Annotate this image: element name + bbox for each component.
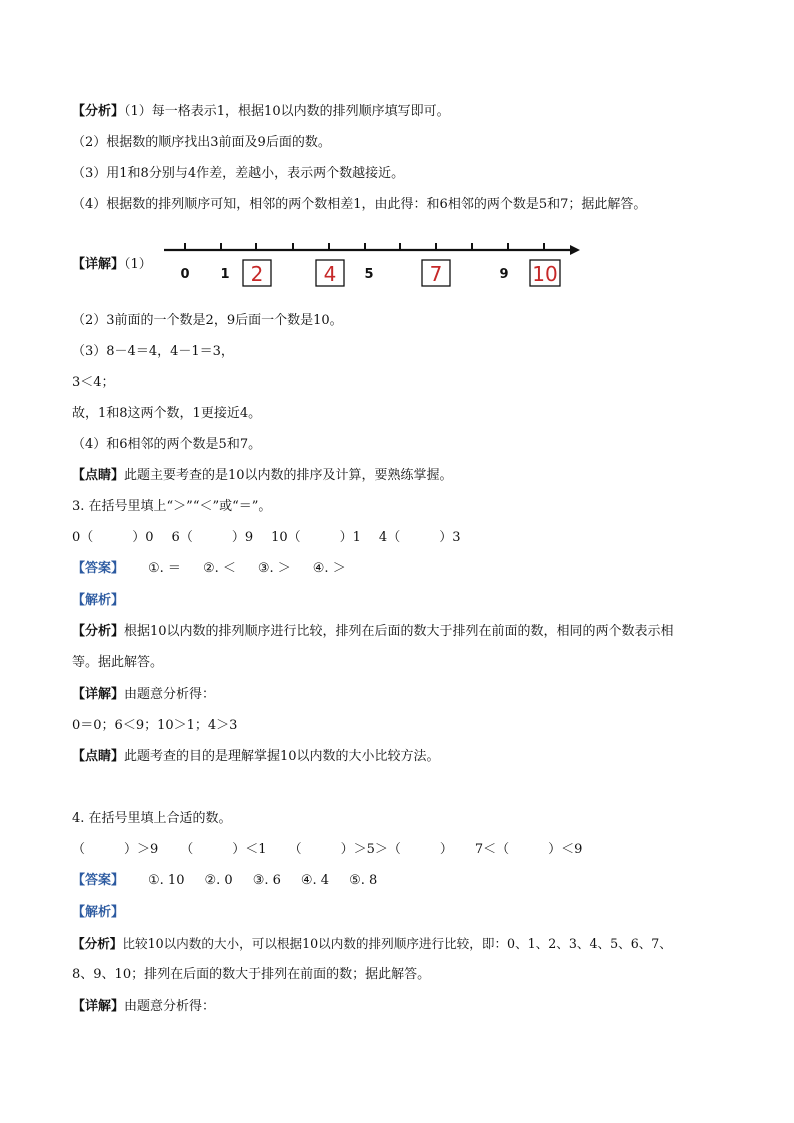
q3-item-3: 10（ ）1: [271, 530, 361, 545]
q3-item-4: 4（ ）3: [378, 530, 461, 545]
q3-items: [72, 529, 460, 547]
tick-label-1: 1: [220, 267, 230, 282]
q2-analysis-line-3: （3）用1和8分别与4作差，差越小，表示两个数越接近。: [72, 166, 405, 181]
q2-detail-line-4: 3＜4；: [72, 375, 115, 390]
q2-analysis-line-2: （2）根据数的顺序找出3前面及9后面的数。: [72, 135, 331, 150]
q2-comment: 【点睛】此题主要考查的是10以内数的排序及计算，要熟练掌握。: [72, 468, 453, 483]
q4-analysis-line-1: 【分析】比较10以内数的大小，可以根据10以内数的排列顺序进行比较，即：0、1、2、3、4、5、6、7、: [72, 936, 672, 951]
q3-analysis-line-1: 【分析】根据10以内数的排列顺序进行比较，排列在后面的数大于排列在前面的数，相同的两个数表示相: [72, 624, 674, 639]
q2-detail-line-6: （4）和6相邻的两个数是5和7。: [72, 437, 262, 452]
q2-analysis-line-4: （4）根据数的排列顺序可知，相邻的两个数相差1，由此得：和6相邻的两个数是5和7；据此解答。: [72, 197, 647, 212]
q3-comment: 【点睛】此题考查的目的是理解掌握10以内数的大小比较方法。: [72, 749, 440, 764]
q3-item-1: 0（ ）0: [72, 530, 154, 545]
q3-title: 3. 在括号里填上“＞”“＜”或“＝”。: [72, 499, 272, 514]
answer-10: 10: [532, 262, 558, 286]
answer-7: 7: [429, 262, 443, 286]
answer-tag: 【答案】: [72, 561, 125, 576]
q3-result: 0＝0；6＜9；10＞1；4＞3: [72, 718, 238, 733]
number-line: [150, 234, 590, 294]
q3-item-2: 6（ ）9: [171, 530, 254, 545]
q4-explain: 【解析】: [72, 905, 125, 920]
q4-item-2: （ ）＜1: [180, 842, 267, 857]
q2-detail-line-3: （3）8－4＝4，4－1＝3，: [72, 344, 234, 359]
comment-tag: 【点睛】: [72, 468, 125, 483]
answer-2: 2: [250, 262, 264, 286]
q4-items: [72, 841, 582, 859]
q4-item-3: （ ）＞5＞（ ）: [288, 842, 453, 857]
explain-tag: 【解析】: [72, 593, 125, 608]
tick-label-0: 0: [180, 267, 190, 282]
q4-title: 4. 在括号里填上合适的数。: [72, 811, 232, 826]
q4-answer: 【答案】 ①. 10 ②. 0 ③. 6 ④. 4 ⑤. 8: [72, 873, 378, 888]
analysis-tag: 【分析】: [72, 104, 125, 119]
q2-detail-line: 【详解】（1）: [72, 257, 152, 272]
q3-analysis-line-2: 等。据此解答。: [72, 655, 164, 670]
number-line-arrow: [570, 245, 580, 255]
q4-item-1: （ ）＞9: [72, 842, 159, 857]
q4-analysis-line-2: 8、9、10；排列在后面的数大于排列在前面的数；据此解答。: [72, 967, 431, 982]
q3-explain: [72, 592, 124, 610]
q4-detail: 【详解】由题意分析得：: [72, 999, 216, 1014]
q3-answer: 【答案】 ①. ＝ ②. ＜ ③. ＞ ④. ＞: [72, 561, 346, 576]
tick-label-9: 9: [499, 267, 509, 282]
q3-detail: 【详解】由题意分析得：: [72, 687, 216, 702]
q2-detail-line-5: 故，1和8这两个数，1更接近4。: [72, 406, 262, 421]
tick-label-5: 5: [364, 267, 374, 282]
q2-detail-line-2: （2）3前面的一个数是2，9后面一个数是10。: [72, 313, 343, 328]
q2-analysis-line-1: 【分析】（1）每一格表示1，根据10以内数的排列顺序填写即可。: [72, 104, 450, 119]
q4-item-4: 7＜（ ）＜9: [474, 842, 583, 857]
detail-tag: 【详解】: [72, 257, 125, 272]
answer-4: 4: [323, 262, 337, 286]
